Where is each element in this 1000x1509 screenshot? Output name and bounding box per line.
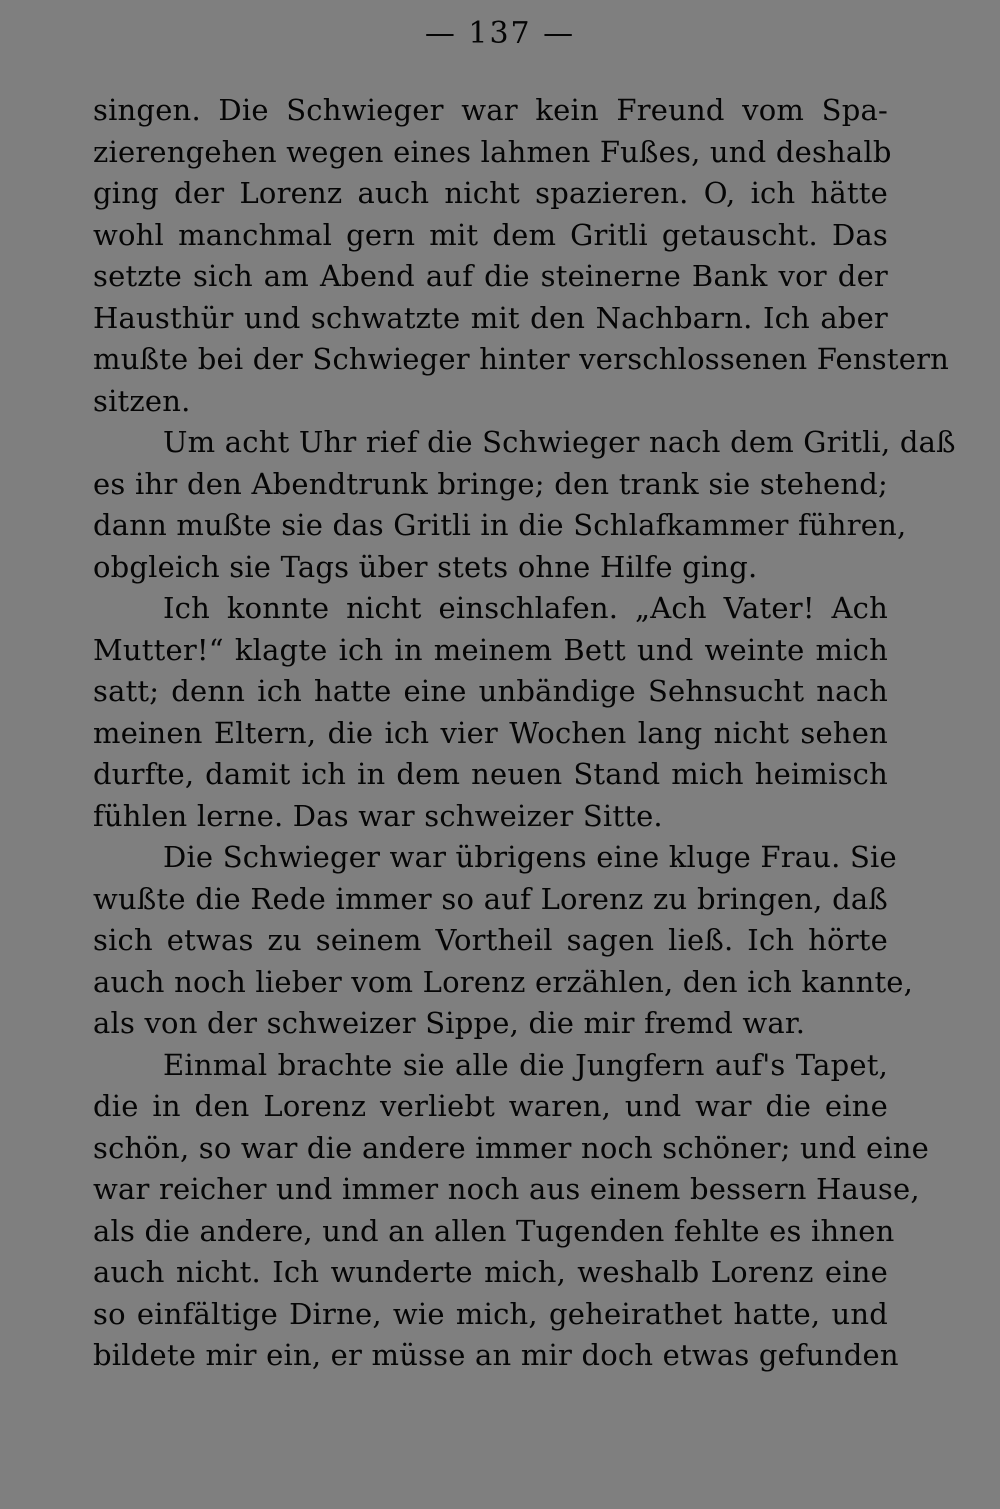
- text-line: Ich konnte nicht einschlafen. „Ach Vater! Ach: [163, 591, 888, 625]
- text-line: auch nicht. Ich wunderte mich, weshalb Lorenz eine: [93, 1255, 888, 1289]
- text-line: auch noch lieber vom Lorenz erzählen, den ich kannte,: [93, 964, 914, 999]
- page-text: [93, 90, 956, 1377]
- text-line: ging der Lorenz auch nicht spazieren. O, ich hätte: [93, 176, 888, 210]
- text-line: durfte, damit ich in dem neuen Stand mich heimisch: [93, 757, 888, 791]
- text-line: die in den Lorenz verliebt waren, und war die eine: [93, 1089, 888, 1123]
- text-line: zierengehen wegen eines lahmen Fußes, und deshalb: [93, 134, 892, 169]
- text-line: Einmal brachte sie alle die Jungfern auf's Tapet,: [163, 1047, 888, 1082]
- text-line: obgleich sie Tags über stets ohne Hilfe ging.: [93, 549, 758, 584]
- text-line: mußte bei der Schwieger hinter verschlossenen Fenstern: [93, 342, 950, 376]
- text-line: singen. Die Schwieger war kein Freund vom Spa-: [93, 93, 888, 127]
- text-line: bildete mir ein, er müsse an mir doch etwas gefunden: [93, 1338, 899, 1372]
- text-line: setzte sich am Abend auf die steinerne Bank vor der: [93, 259, 888, 293]
- text-line: so einfältige Dirne, wie mich, geheirathet hatte, und: [93, 1296, 888, 1331]
- text-line: wußte die Rede immer so auf Lorenz zu bringen, daß: [93, 881, 888, 916]
- text-line: Um acht Uhr rief die Schwieger nach dem Gritli, daß: [163, 425, 956, 459]
- page-number: — 137 —: [424, 16, 576, 51]
- text-line: es ihr den Abendtrunk bringe; den trank sie stehend;: [93, 466, 888, 501]
- text-line: sich etwas zu seinem Vortheil sagen ließ. Ich hörte: [93, 923, 888, 957]
- text-line: fühlen lerne. Das war schweizer Sitte.: [93, 798, 663, 833]
- text-line: als die andere, und an allen Tugenden fehlte es ihnen: [93, 1213, 895, 1248]
- text-line: Mutter!“ klagte ich in meinem Bett und weinte mich: [93, 632, 888, 667]
- text-line: Die Schwieger war übrigens eine kluge Frau. Sie: [163, 840, 897, 874]
- text-line: dann mußte sie das Gritli in die Schlafkammer führen,: [93, 508, 907, 542]
- text-line: als von der schweizer Sippe, die mir fremd war.: [93, 1006, 806, 1040]
- text-line: schön, so war die andere immer noch schöner; und eine: [93, 1130, 930, 1165]
- text-line: Hausthür und schwatzte mit den Nachbarn. Ich aber: [93, 300, 888, 335]
- text-line: satt; denn ich hatte eine unbändige Sehnsucht nach: [93, 674, 888, 708]
- text-line: meinen Eltern, die ich vier Wochen lang nicht sehen: [93, 715, 888, 750]
- text-line: wohl manchmal gern mit dem Gritli getauscht. Das: [93, 217, 888, 252]
- text-line: sitzen.: [93, 383, 191, 418]
- text-line: war reicher und immer noch aus einem bessern Hause,: [93, 1172, 920, 1206]
